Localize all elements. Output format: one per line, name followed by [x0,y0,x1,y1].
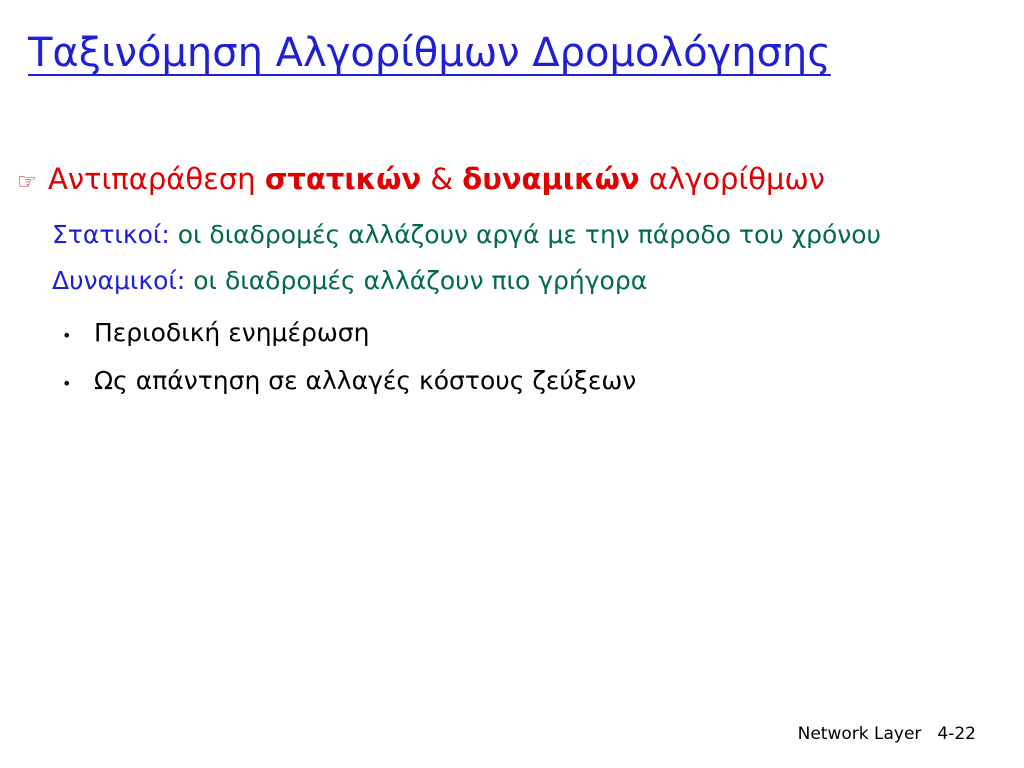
dynamic-text: οι διαδρομές αλλάζουν πιο γρήγορα [185,266,648,295]
static-text: οι διαδρομές αλλάζουν αργά με την πάροδο του χρόνου [169,220,882,249]
main-bullet [12,162,825,196]
list-item [62,366,636,395]
dynamic-definition [52,266,647,295]
pointing-hand-icon: ☞ [17,170,37,195]
dynamic-label: Δυναμικοί: [52,266,186,295]
page-number: 4-22 [937,724,976,744]
slide-title: Ταξινόμηση Αλγορίθμων Δρομολόγησης [28,30,831,76]
list-item [62,318,369,347]
slide-footer [798,724,976,744]
list-item-text: Περιοδική ενημέρωση [94,318,370,347]
bullet-dot-icon: • [62,326,72,345]
main-bullet-text: Αντιπαράθεση στατικών & δυναμικών αλγορίθμων [48,162,825,196]
static-label: Στατικοί: [52,220,170,249]
list-item-text: Ως απάντηση σε αλλαγές κόστους ζεύξεων [94,366,637,395]
static-definition [52,220,881,249]
footer-section: Network Layer [797,724,922,744]
bullet-dot-icon: • [62,374,72,393]
